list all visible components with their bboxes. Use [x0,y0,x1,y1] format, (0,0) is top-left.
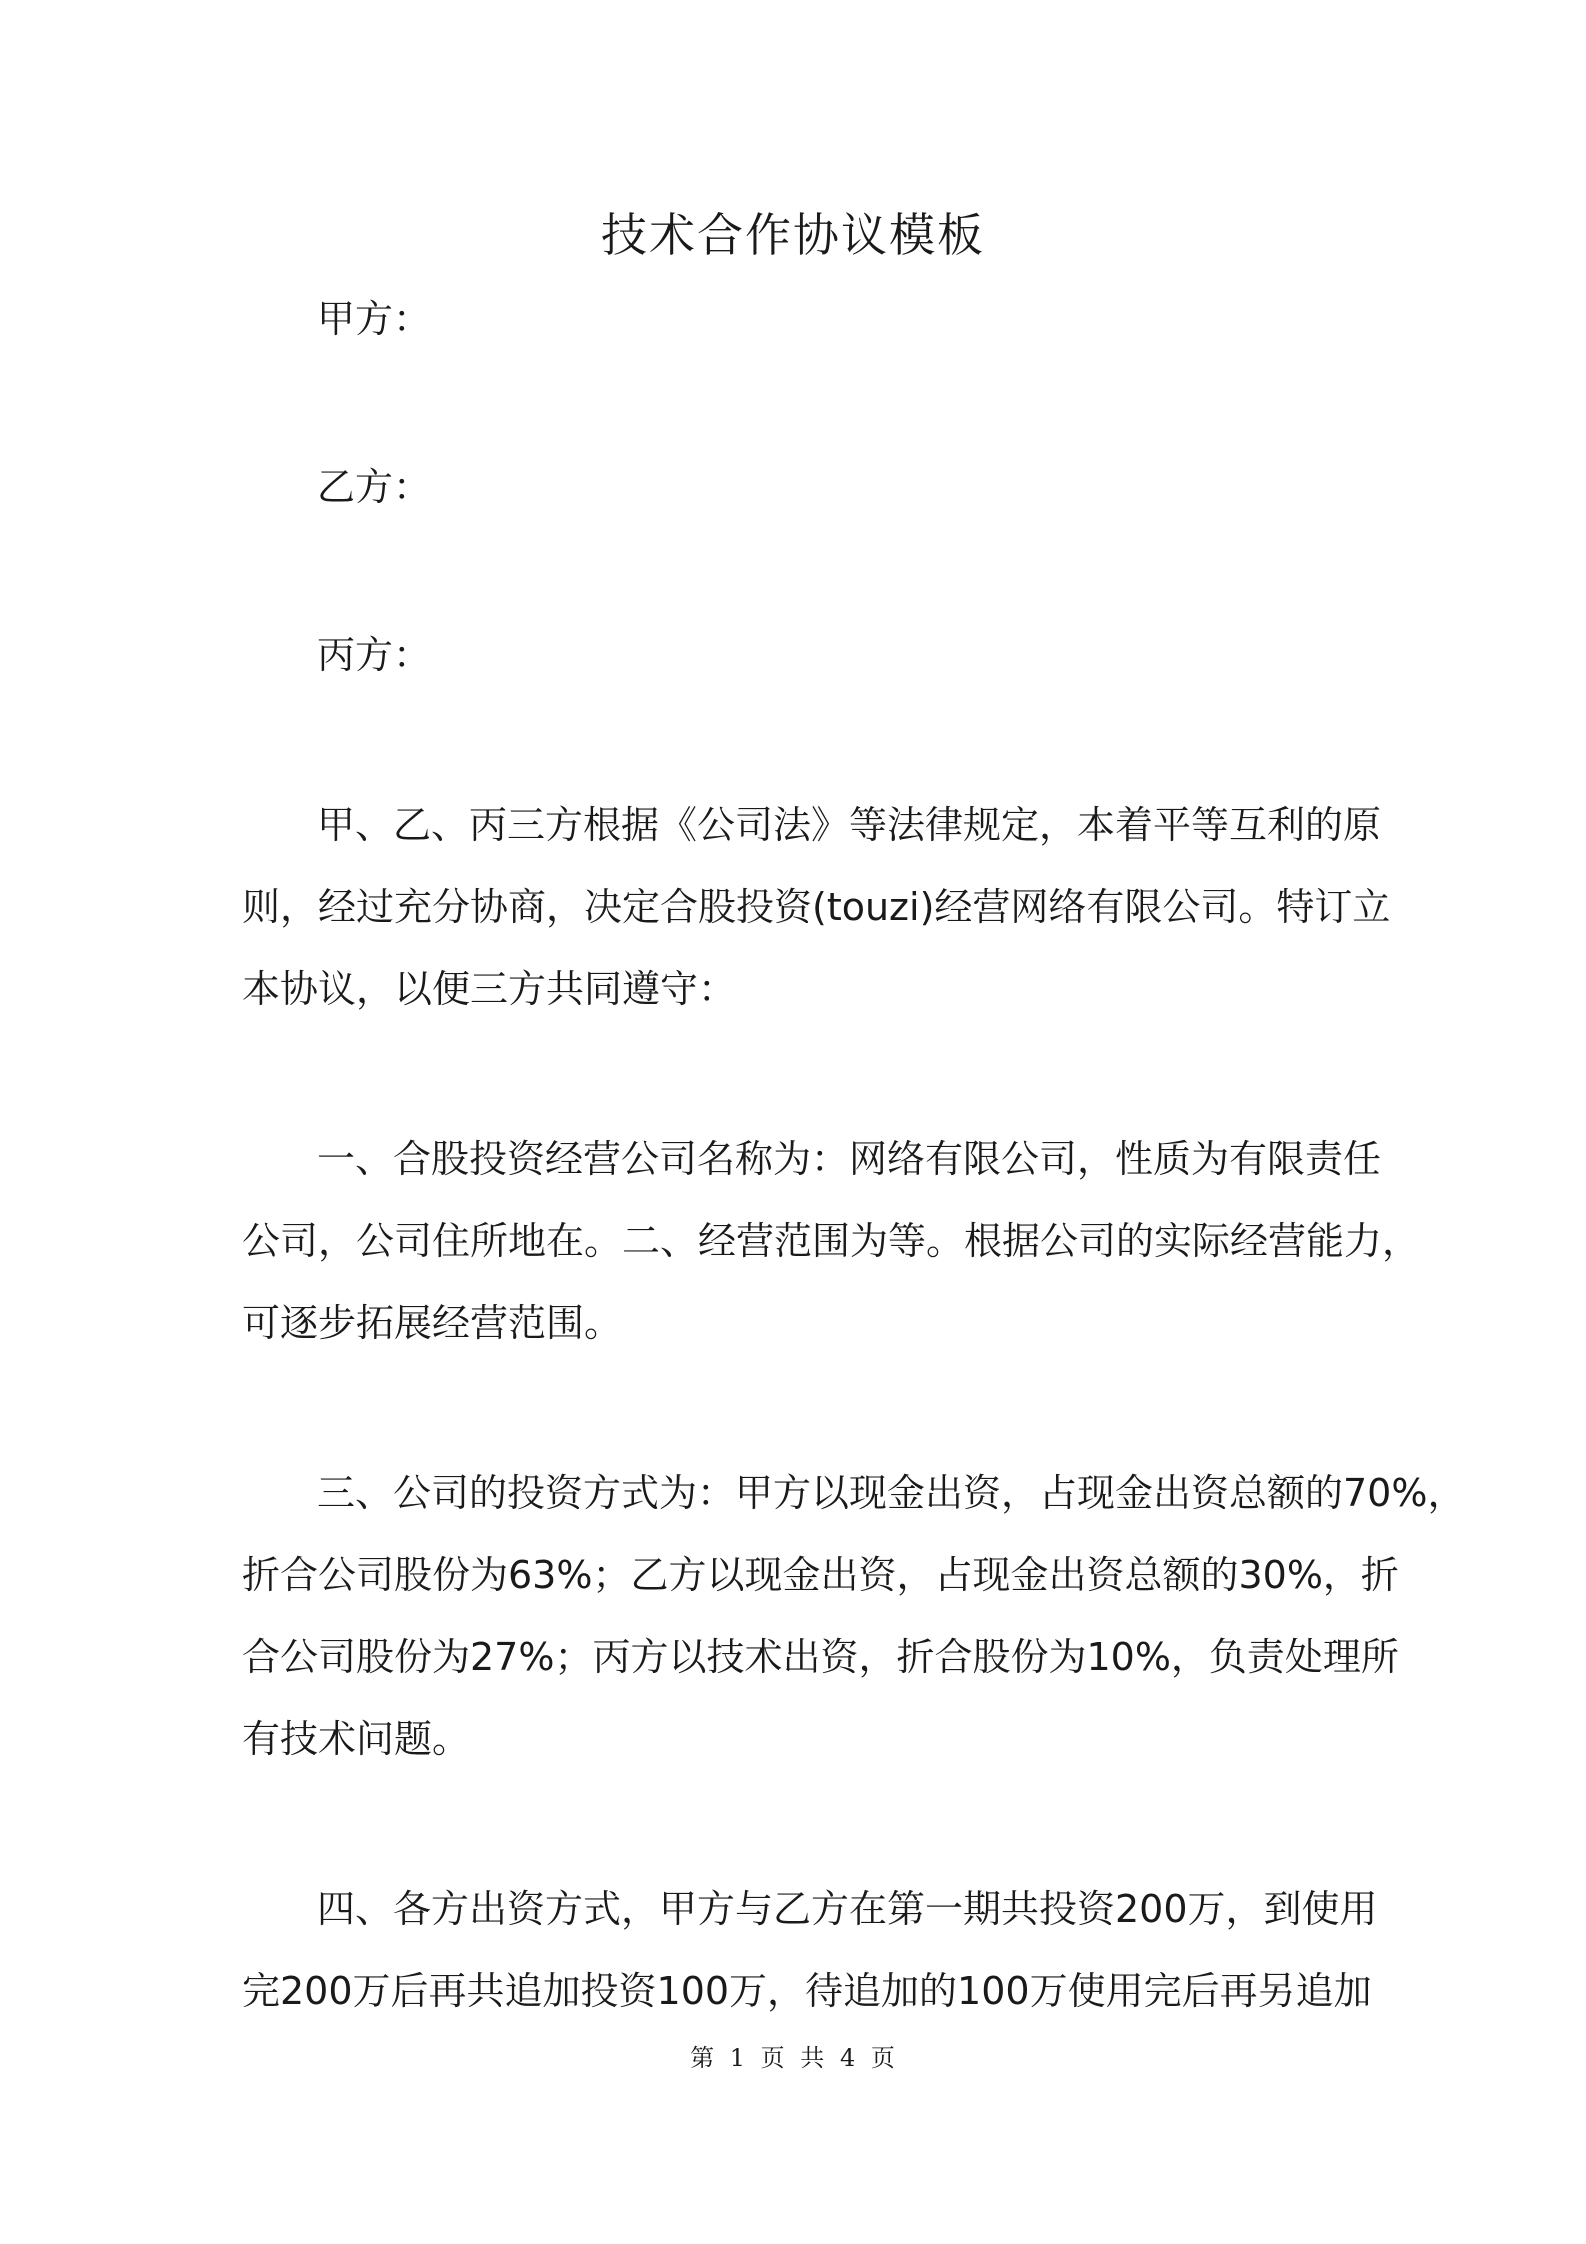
paragraph-line: 有技术问题。 [242,1717,471,1761]
page-footer: 第 1 页 共 4 页 [690,2044,896,2072]
paragraph-line: 公司，公司住所地在。二、经营范围为等。根据公司的实际经营能力， [242,1219,1421,1263]
paragraph-line: 四、各方出资方式，甲方与乙方在第一期共投资200万，到使用 [317,1887,1378,1931]
paragraph-line: 折合公司股份为63%；乙方以现金出资，占现金出资总额的30%，折 [242,1553,1399,1597]
paragraph-line: 完200万后再共追加投资100万，待追加的100万使用完后再另追加 [242,1969,1372,2013]
paragraph-line: 合公司股份为27%；丙方以技术出资，折合股份为10%，负责处理所 [242,1635,1399,1679]
party-c-label: 丙方： [317,633,432,677]
paragraph-line: 一、合股投资经营公司名称为：网络有限公司，性质为有限责任 [317,1137,1382,1181]
party-a-label: 甲方： [317,297,432,341]
paragraph-line: 本协议，以便三方共同遵守： [242,967,737,1011]
paragraph-line: 甲、乙、丙三方根据《公司法》等法律规定，本着平等互利的原 [317,803,1382,847]
paragraph-line: 则，经过充分协商，决定合股投资(touzi)经营网络有限公司。特订立 [242,885,1391,929]
paragraph-line: 可逐步拓展经营范围。 [242,1301,623,1345]
party-b-label: 乙方： [317,465,432,509]
document-title: 技术合作协议模板 [601,208,985,262]
paragraph-line: 三、公司的投资方式为：甲方以现金出资，占现金出资总额的70%， [317,1471,1466,1515]
